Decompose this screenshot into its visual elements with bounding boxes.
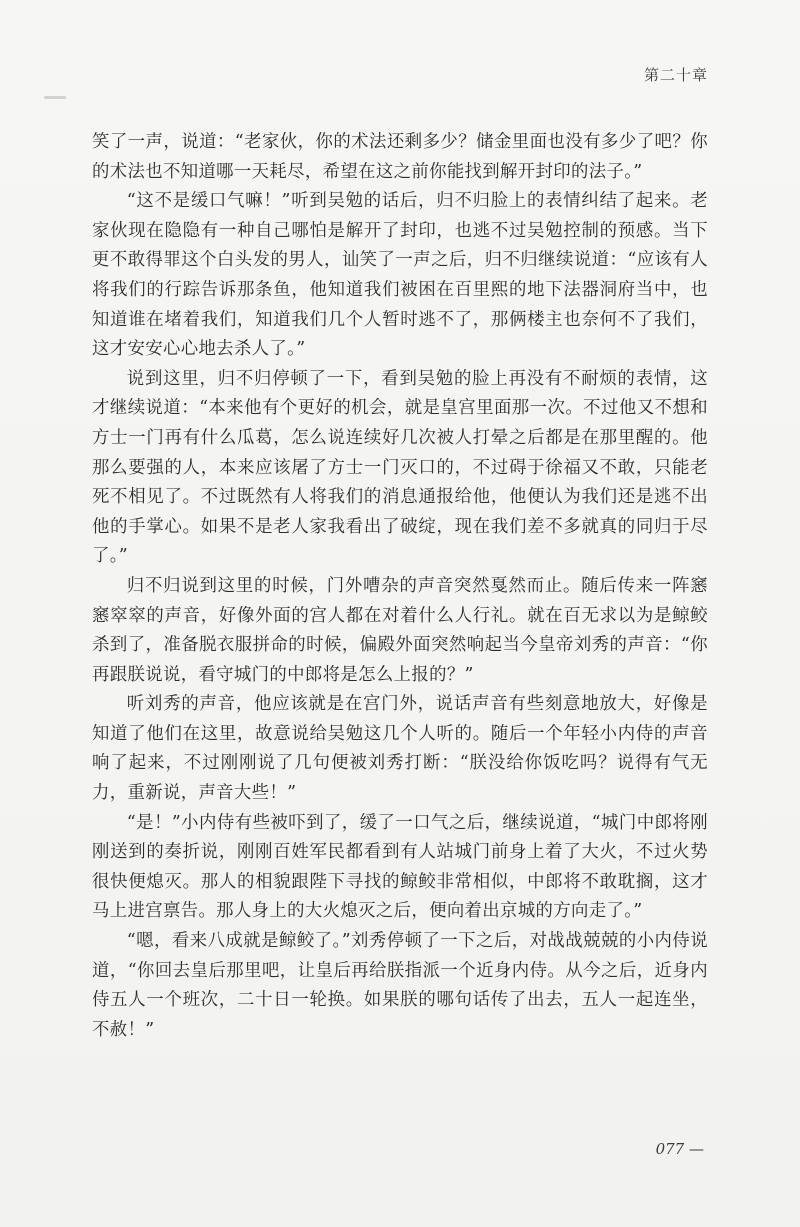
paragraph-7: “嗯，看来八成就是鲸鲛了。”刘秀停顿了一下之后，对战战兢兢的小内侍说道，“你回去皇后那里吧，让皇后再给朕指派一个近身内侍。从今之后，近身内侍五人一个班次，二十日一轮换。如果朕的哪句话传了出去，五人一起连坐，不赦！” — [92, 931, 708, 1040]
paragraph-3: 说到这里，归不归停顿了一下，看到吴勉的脸上再没有不耐烦的表情，这才继续说道：“本来他有个更好的机会，就是皇宫里面那一次。不过他又不想和方士一门再有什么瓜葛，怎么说连续好几次被人打晕之后都是在那里醒的。他那么要强的人，本来应该屠了方士一门灭口的，不过碍于徐福又不敢，只能老死不相见了。不过既然有人将我们的消息通报给他，他便认为我们还是逃不出他的手掌心。如果不是老人家我看出了破绽，现在我们差不多就真的同归于尽了。” — [92, 368, 708, 567]
body-text — [92, 128, 708, 1045]
running-head: 第二十章 — [643, 66, 708, 84]
paragraph-4: 归不归说到这里的时候，门外嘈杂的声音突然戛然而止。随后传来一阵窸窸窣窣的声音，好像外面的宫人都在对着什么人行礼。就在百无求以为是鲸鲛杀到了，准备脱衣服拼命的时候，偏殿外面突然响起当今皇帝刘秀的声音：“你再跟朕说说，看守城门的中郎将是怎么上报的？” — [92, 575, 708, 685]
paragraph-6: “是！”小内侍有些被吓到了，缓了一口气之后，继续说道，“城门中郎将刚刚送到的奏折说，刚刚百姓军民都看到有人站城门前身上着了大火，不过火势很快便熄灭。那人的相貌跟陛下寻找的鲸鲛非常相似，中郎将不敢耽搁，这才马上进宫禀告。那人身上的大火熄灭之后，便向着出京城的方向走了。” — [92, 812, 708, 922]
page-number: 077 — — [655, 1140, 704, 1158]
paragraph-2: “这不是缓口气嘛！”听到吴勉的话后，归不归脸上的表情纠结了起来。老家伙现在隐隐有一种自己哪怕是解开了封印，也逃不过吴勉控制的预感。当下更不敢得罪这个白头发的男人，讪笑了一声之后，归不归继续说道：“应该有人将我们的行踪告诉那条鱼，他知道我们被困在百里熙的地下法器洞府当中，也知道谁在堵着我们，知道我们几个人暂时逃不了，那俩楼主也奈何不了我们，这才安安心心地去杀人了。” — [92, 191, 708, 360]
scan-speck — [44, 96, 66, 99]
paragraph-5: 听刘秀的声音，他应该就是在宫门外，说话声音有些刻意地放大，好像是知道了他们在这里，故意说给吴勉这几个人听的。随后一个年轻小内侍的声音响了起来，不过刚刚说了几句便被刘秀打断：“朕没给你饭吃吗？说得有气无力，重新说，声音大些！” — [92, 694, 708, 804]
paragraph-1: 笑了一声，说道：“老家伙，你的术法还剩多少？储金里面也没有多少了吧？你的术法也不知道哪一天耗尽，希望在这之前你能找到解开封印的法子。” — [92, 132, 708, 182]
